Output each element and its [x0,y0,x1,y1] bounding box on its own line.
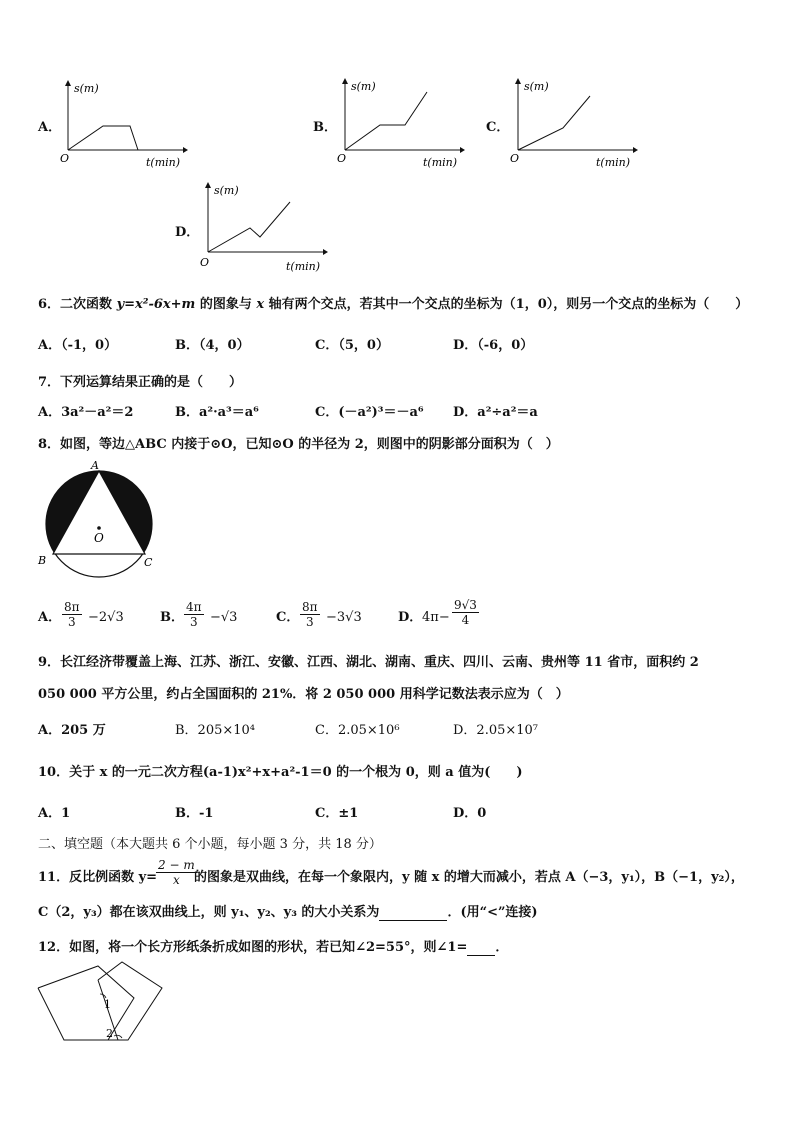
q9-option-a[interactable]: A．205 万 [38,723,106,738]
q9-option-b[interactable]: B．205×10⁴ [175,723,256,738]
q11-post: 的图象是双曲线，在每一个象限内，y 随 x 的增大而减小，若点 A（−3，y₁），B（−1，y₂）， [194,870,744,885]
q8-option-d-frac: $\frac{9√3}{4}$ [454,598,477,627]
graph-c-ylabel: s(m) [524,80,549,93]
graph-d [198,182,328,274]
q8-option-a-label[interactable]: A． [38,610,62,625]
graph-c-origin: O [510,152,520,165]
q10-stem: 10．关于 x 的一元二次方程(a-1)x²+x+a²-1＝0 的一个根为 0，则 a 值为( ) [38,765,523,780]
q9-option-d[interactable]: D．2.05×10⁷ [453,723,539,738]
q8-option-c-frac: $\frac{8\pi}{3}$ [302,600,318,629]
graph-d-origin: O [200,256,210,269]
q9-option-c[interactable]: C．2.05×10⁶ [315,723,400,738]
q8-option-c-label[interactable]: C． [276,610,300,625]
q7-option-b[interactable]: B．a²·a³＝a⁶ [175,405,259,420]
q9-line1: 9．长江经济带覆盖上海、江苏、浙江、安徽、江西、湖北、湖南、重庆、四川、云南、贵州等 11 省市，面积约 2 [38,655,699,670]
q8-option-d-label[interactable]: D． [398,610,423,625]
option-label-a: A． [38,120,62,135]
q8-option-a-rest: −2√3 [88,610,124,625]
q10-option-c[interactable]: C．±1 [315,806,359,821]
q12-answer-blank[interactable] [467,941,495,956]
q8-stem: 8．如图，等边△ABC 内接于⊙O，已知⊙O 的半径为 2，则图中的阴影部分面积为（ ） [38,437,559,452]
q8-option-b-rest: −√3 [210,610,238,625]
option-label-c: C． [486,120,510,135]
q9-line2: 050 000 平方公里，约占全国面积的 21%．将 2 050 000 用科学记数法表示应为（ ） [38,687,569,702]
q7-option-c[interactable]: C．(－a²)³＝－a⁶ [315,405,424,420]
option-label-d: D． [175,225,200,240]
graph-c [508,78,638,170]
q6-option-d[interactable]: D．（-6，0） [453,338,534,353]
q6-option-b[interactable]: B．（4，0） [175,338,250,353]
q6-option-a[interactable]: A．（-1，0） [38,338,118,353]
q11-frac: $\frac{2 - m}{x}$ [158,858,195,887]
section-heading: 二、填空题（本大题共 6 个小题，每小题 3 分，共 18 分） [38,837,382,852]
q12-stem: 12．如图，将一个长方形纸条折成如图的形状，若已知∠2=55°，则∠1= ． [38,940,509,955]
q11-pre: 11．反比例函数 y= [38,870,158,885]
q8-option-c-rest: −3√3 [326,610,362,625]
q8-label-o: O [94,531,104,545]
q12-angle-1-label: 1 [104,998,111,1011]
q8-label-b: B [38,554,47,567]
graph-a-ylabel: s(m) [74,82,99,95]
graph-d-ylabel: s(m) [214,184,239,197]
q10-option-b[interactable]: B．-1 [175,806,214,821]
q12-angle-2-label: 2 [106,1027,113,1040]
graph-a [58,80,188,170]
graph-c-xlabel: t(min) [596,156,631,169]
graph-b-ylabel: s(m) [351,80,376,93]
q8-option-d-pre: 4π− [422,610,450,625]
graph-b-origin: O [337,152,347,165]
graph-a-xlabel: t(min) [146,156,181,169]
q11-line2: C（2，y₃）都在该双曲线上，则 y₁、y₂、y₃ 的大小关系为 ．(用“<”连接) [38,905,538,920]
q11-answer-blank[interactable] [379,906,447,921]
q12-folded-strip-figure [36,958,176,1044]
graph-b [335,78,465,170]
q8-option-b-frac: $\frac{4\pi}{3}$ [186,600,202,629]
q10-option-a[interactable]: A．1 [38,806,71,821]
q6-option-c[interactable]: C．（5，0） [315,338,389,353]
q8-option-b-label[interactable]: B． [160,610,184,625]
q7-stem: 7．下列运算结果正确的是（ ） [38,375,243,390]
q8-label-c: C [144,556,153,569]
option-label-b: B． [313,120,337,135]
graph-b-xlabel: t(min) [423,156,458,169]
graph-d-xlabel: t(min) [286,260,321,273]
q8-option-a-frac: $\frac{8\pi}{3}$ [64,600,80,629]
q8-label-a: A [91,459,99,472]
q7-option-a[interactable]: A．3a²－a²＝2 [38,405,134,420]
q8-circle-figure [34,458,164,582]
graph-a-origin: O [60,152,70,165]
q6-stem: 6．二次函数 y=x²-6x+m 的图象与 x 轴有两个交点，若其中一个交点的坐标为（1，0），则另一个交点的坐标为（ ） [38,297,749,312]
q10-option-d[interactable]: D．0 [453,806,487,821]
q7-option-d[interactable]: D．a²÷a²＝a [453,405,538,420]
